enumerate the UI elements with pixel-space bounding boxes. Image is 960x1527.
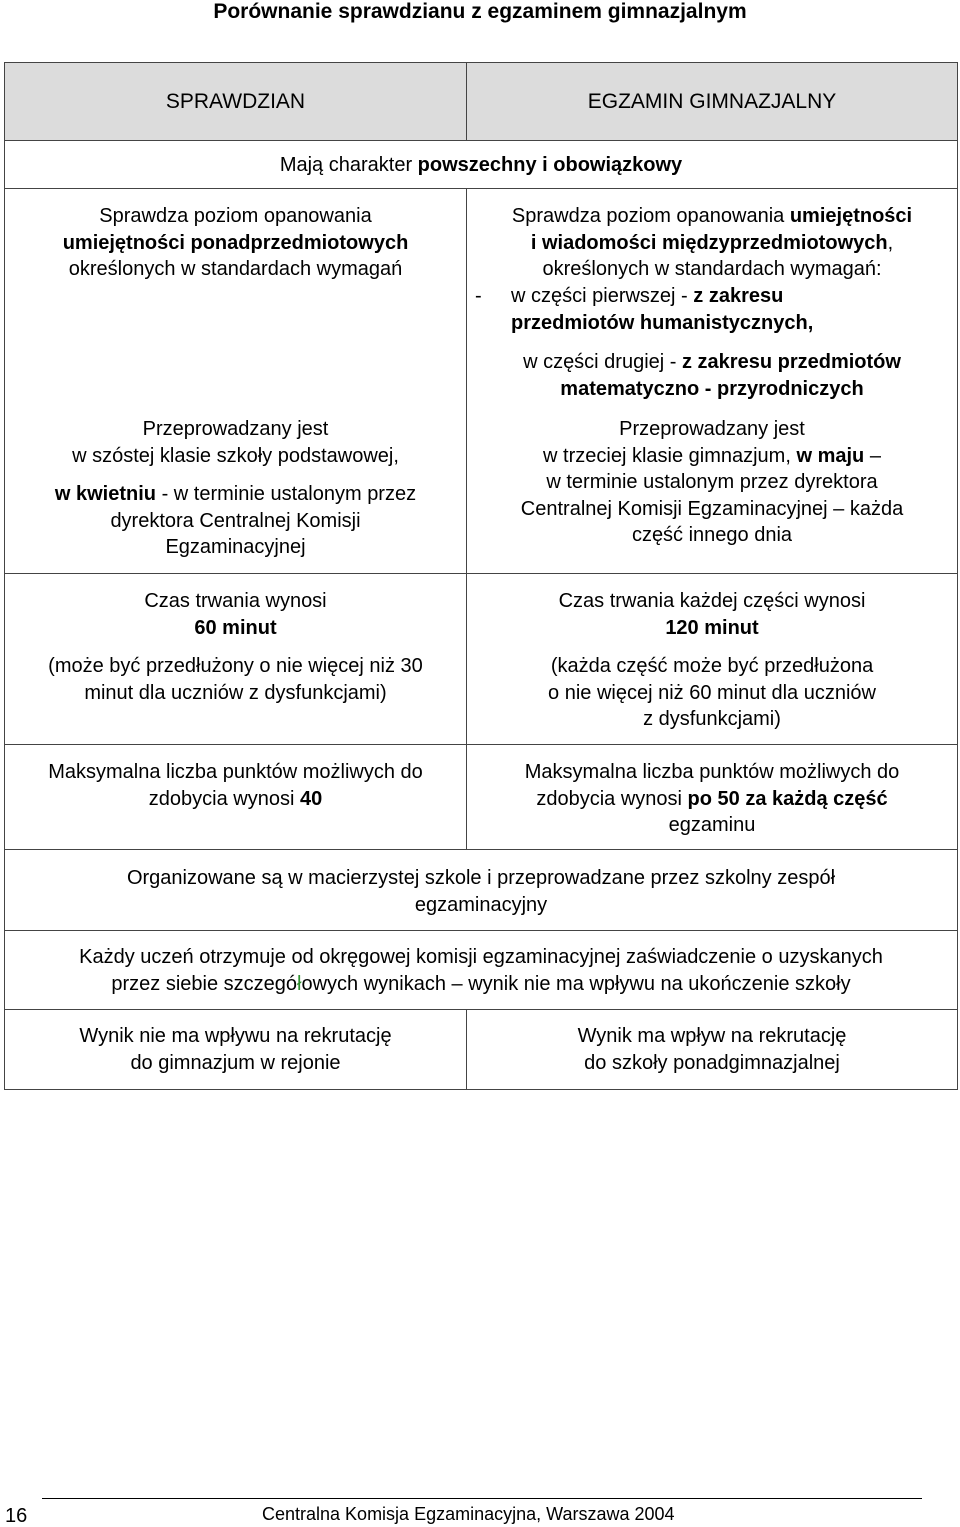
text-line: Egzaminacyjnej [165, 536, 306, 558]
text-span: owych wynikach – wynik nie ma wpływu na ukończenie szkoły [301, 972, 851, 995]
text-span: - w terminie ustalonym przez [156, 483, 417, 505]
text-line: z dysfunkcjami) [643, 708, 781, 730]
bold-text: z zakresu przedmiotów [682, 351, 901, 373]
text-line: w terminie ustalonym przez dyrektora [546, 471, 878, 493]
scope-right-item-2 [467, 349, 957, 402]
row-divider [5, 188, 957, 189]
text-line: (może być przedłużony o nie więcej niż 30 [48, 655, 423, 677]
text-span: w części pierwszej - [511, 285, 694, 307]
bold-text: umiejętności [789, 205, 913, 227]
text-span: w trzeciej klasie gimnazjum, [543, 444, 797, 467]
conducted-left [5, 416, 466, 561]
text-line [5, 615, 466, 642]
duration-right [467, 588, 957, 733]
text-line [467, 615, 957, 642]
bold-text: 40 [299, 787, 323, 810]
bold-text: i wiadomości międzyprzedmiotowych [530, 231, 888, 254]
footer-rule [42, 1498, 922, 1499]
text-span: , [887, 231, 894, 254]
scope-right [467, 203, 957, 283]
text-span: zdobycia wynosi [536, 787, 688, 810]
text-line: Czas trwania każdej części wynosi [558, 590, 866, 612]
text-span: zdobycia wynosi [148, 787, 300, 810]
max-points-right [467, 759, 957, 839]
text-line [5, 230, 466, 257]
bold-text: po 50 za każdą część [687, 787, 888, 810]
text-line: Maksymalna liczba punktów możliwych do [48, 761, 423, 783]
common-character-row [5, 152, 957, 179]
bold-text: z zakresu [693, 285, 784, 307]
bold-text: w maju [796, 444, 865, 467]
text-line [5, 786, 466, 813]
text-line: część innego dnia [631, 524, 793, 546]
text-line [511, 310, 951, 337]
text-line [511, 283, 951, 310]
text-span: przez siebie szczegó [111, 972, 298, 995]
text-line: Organizowane są w macierzystej szkole i przeprowadzane przez szkolny zespół [126, 867, 836, 889]
text-line [467, 349, 957, 376]
bold-text: matematyczno - przyrodniczych [560, 377, 864, 400]
text-span: w części drugiej - [523, 351, 682, 373]
text-line: dyrektora Centralnej Komisji [110, 509, 361, 532]
row-divider [5, 744, 957, 745]
row-divider [5, 1009, 957, 1010]
text-line [467, 230, 957, 257]
text-line: Przeprowadzany jest [142, 418, 329, 440]
text-span: – [864, 444, 881, 467]
text-line: egzaminu [668, 814, 756, 836]
bold-text: przedmiotów humanistycznych, [511, 311, 814, 334]
text-line: określonych w standardach wymagań [68, 258, 403, 280]
text-line: określonych w standardach wymagań: [542, 258, 882, 280]
text-line: (każda część może być przedłużona [550, 655, 874, 677]
row-divider [5, 849, 957, 850]
comparison-table [4, 62, 958, 1090]
max-points-left [5, 759, 466, 812]
row-divider [5, 140, 957, 141]
text-line: Przeprowadzany jest [619, 418, 805, 440]
text-line [467, 786, 957, 813]
text-line: egzaminacyjny [414, 893, 548, 916]
common-character-prefix: Mają charakter [279, 154, 418, 176]
text-line: do gimnazjum w rejonie [130, 1051, 341, 1074]
scope-right-item-1 [511, 283, 951, 336]
text-line: Wynik nie ma wpływu na rekrutację [79, 1025, 392, 1047]
text-line: Centralnej Komisji Egzaminacyjnej – każda [520, 497, 904, 520]
header-sprawdzian: SPRAWDZIAN [165, 90, 306, 113]
bold-text: 60 minut [194, 616, 277, 639]
duration-left [5, 588, 466, 706]
text-line: o nie więcej niż 60 minut dla uczniów [548, 681, 876, 704]
header-egzamin-gimnazjalny: EGZAMIN GIMNAZJALNY [587, 90, 837, 113]
organized-row [5, 865, 957, 918]
conducted-right [467, 416, 957, 549]
bold-text: 120 minut [665, 616, 759, 639]
text-line [5, 971, 957, 998]
bold-text: umiejętności ponadprzedmiotowych [62, 231, 409, 254]
text-line [5, 481, 466, 508]
text-line: do szkoły ponadgimnazjalnej [584, 1051, 840, 1074]
text-line: Każdy uczeń otrzymuje od okręgowej komisji egzaminacyjnej zaświadczenie o uzyskanych [79, 946, 883, 968]
green-glyph: ł [297, 972, 302, 995]
impact-right [467, 1023, 957, 1076]
results-row [5, 944, 957, 997]
bold-text: w kwietniu [54, 483, 157, 505]
text-line: Czas trwania wynosi [144, 590, 327, 612]
text-line [467, 443, 957, 470]
common-character-bold: powszechny i obowiązkowy [417, 154, 683, 176]
footer-text: Centralna Komisja Egzaminacyjna, Warszawa 2004 [262, 1504, 675, 1524]
impact-left [5, 1023, 466, 1076]
text-line: Sprawdza poziom opanowania [99, 205, 372, 227]
text-line: Maksymalna liczba punktów możliwych do [524, 761, 900, 783]
row-divider [5, 573, 957, 574]
page-number: 16 [5, 1505, 28, 1527]
text-line: Wynik ma wpływ na rekrutację [577, 1025, 847, 1047]
scope-right-item-1-dash: - [475, 285, 482, 307]
text-line [467, 376, 957, 403]
text-line: w szóstej klasie szkoły podstawowej, [72, 444, 399, 467]
text-span: Sprawdza poziom opanowania [511, 205, 790, 227]
row-divider [5, 930, 957, 931]
scope-left [5, 203, 466, 283]
text-line [467, 203, 957, 230]
page-title: Porównanie sprawdzianu z egzaminem gimnazjalnym [213, 0, 747, 23]
text-line: minut dla uczniów z dysfunkcjami) [84, 681, 387, 704]
